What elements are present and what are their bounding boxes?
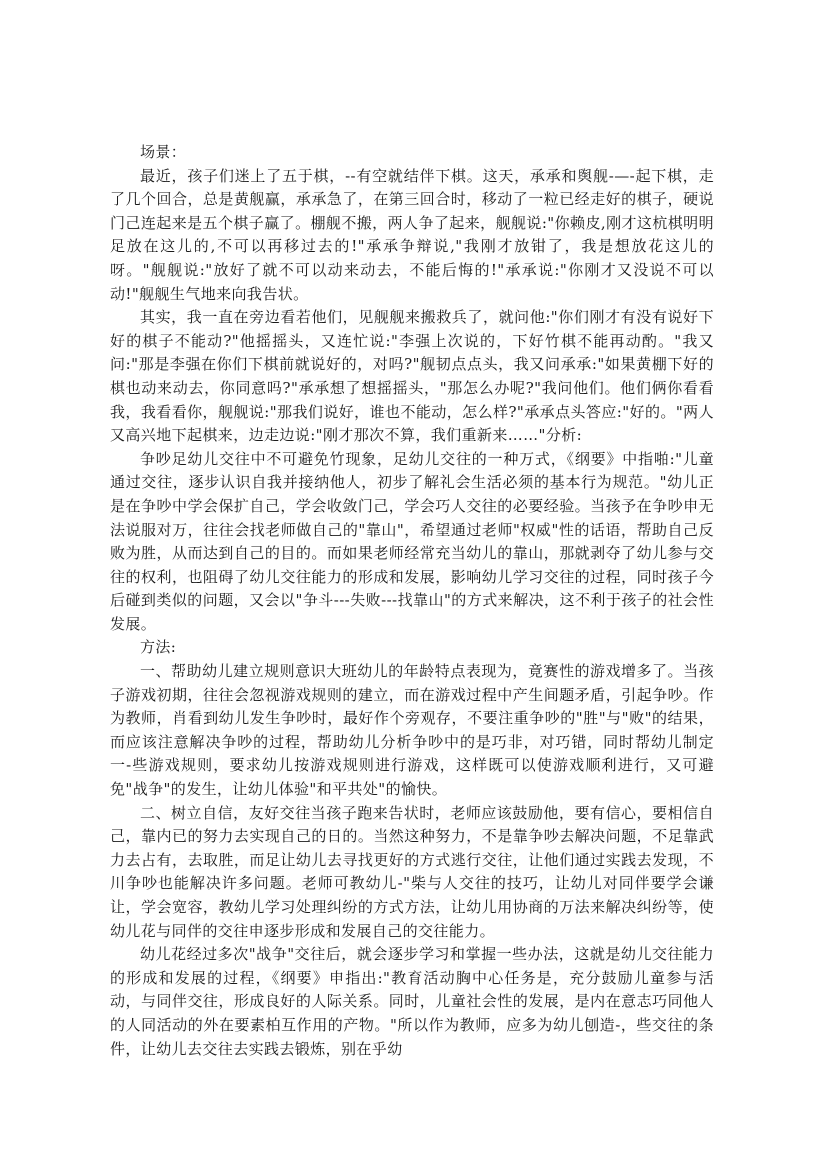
paragraph-scene-story: 最近，孩子们迷上了五于棋，--有空就结伴下棋。这天，承承和舆舰-—-起下棋，走了几个回合，总是黄舰赢，承承急了，在第三回合时，移动了一粒已经走好的棋子，硬说门己连起来是五个棋子赢了。棚舰不搬，两人争了起来，舰舰说:"你赖皮,刚才这杭棋明明足放在这儿的,不可以再移过去的!"承承争辩说,"我刚才放钳了，我是想放花这儿的呀。"舰舰说:"放好了就不可以动来动去，不能后悔的!"承承说:"你刚才又没说不可以动!"舰舰生气地来向我告状。	[110, 166, 714, 303]
document-body	[110, 141, 714, 1061]
paragraph-analysis: 争吵足幼儿交往中不可避免竹现象，足幼儿交往的一种万式，《纲要》中指啪:"儿童通过交往，逐步认识自我并接纳他人，初步了解礼会生活必须的基本行为规范。"幼儿正是在争吵中学会保扩自己，学会收敛门己，学会巧人交往的必要经验。当孩予在争吵申无法说服对万，往往会找老师做自己的"靠山"，希望通过老师"权威"性的话语，帮助自己反败为胜，从而达到自己的目的。而如果老师经常充当幼儿的靠山，那就剥夺了幼儿参与交往的权利，也阻碍了幼儿交往能力的形成和发展，影响幼儿学习交往的过程，同时孩子今后碰到类似的问题，又会以"争斗---失败---找靠山"的方式来解决，这不利于孩子的社会性发展。	[110, 449, 715, 633]
paragraph-methods-heading: 方法:	[140, 638, 177, 657]
paragraph-scene-heading: 场景：	[140, 143, 187, 161]
paragraph-method-two: 二、树立自信，友好交往当孩子跑来告状时，老师应该鼓励他，要有信心，要相信自己，靠内已的努力去实现自己的日的。当然这种努力，不是靠争吵去解决问题，不足靠武力去占有，去取胜，而足让幼儿去寻找更好的方式逃行交往，让他们通过实践去发现，不川争吵也能解决许多问题。老师可教幼儿-"柴与人交往的技巧，让幼儿对同伴要学会谦让，学会宽容，教幼儿学习处理纠纷的方式方法，让幼儿用协商的万法来解决纠纷等，使幼儿花与同伴的交往申逐步形成和发展自己的交往能力。	[110, 803, 714, 940]
paragraph-conclusion: 幼儿花经过多次"战争"交往后，就会逐步学习和掌握一些办法，这就是幼儿交往能力的形成和发展的过程，《纲要》申指出:"教育活动胸中心任务是，充分鼓励儿童参与活动，与同伴交往，形成良好的人际关系。同时，儿童社会性的发展，是内在意志巧同他人的人同活动的外在要素柏互作用的产物。"所以作为教师，应多为幼儿刨造-，些交往的条件，让幼儿去交往去实践去锻炼，别在乎幼	[110, 945, 714, 1058]
paragraph-scene-dialogue: 其实，我一直在旁边看若他们，见舰舰来搬救兵了，就问他:"你们刚才有没有说好下好的棋子不能动?"他摇摇头，又连忙说:"李强上次说的，下好竹棋不能再动酌。"我又问:"那是李强在你们下棋前就说好的，对吗?"舰韧点点头，我又问承承:"如果黄棚下好的棋也动来动去，你同意吗?"承承想了想摇摇头，"那怎么办呢?"我问他们。他们俩你看看我，我看看你，舰舰说:"那我们说好，谁也不能动，怎么样?"承承点头答应:"好的。"两人又高兴地下起棋来，边走边说:"刚才那次不算，我们重新来……"分析:	[110, 308, 714, 445]
paragraph-method-one: 一、帮助幼儿建立规则意识大班幼儿的年龄特点表现为，竟赛性的游戏增多了。当孩子游戏初期，往往会忽视游戏规则的建立，而在游戏过程中产生间题矛盾，引起争吵。作为教师，肖看到幼儿发生争吵时，最好作个旁观存，不要注重争吵的"胜"与"败"的结果，而应该注意解决争吵的过程，帮助幼儿分析争吵中的是巧非，对巧错，同时帮幼儿制定一-些游戏规则，要求幼儿按游戏规则进行游戏，这样既可以使游戏顺利进行，又可避免"战争"的发生，让幼儿体验"和平共处"的愉快。	[110, 662, 714, 799]
